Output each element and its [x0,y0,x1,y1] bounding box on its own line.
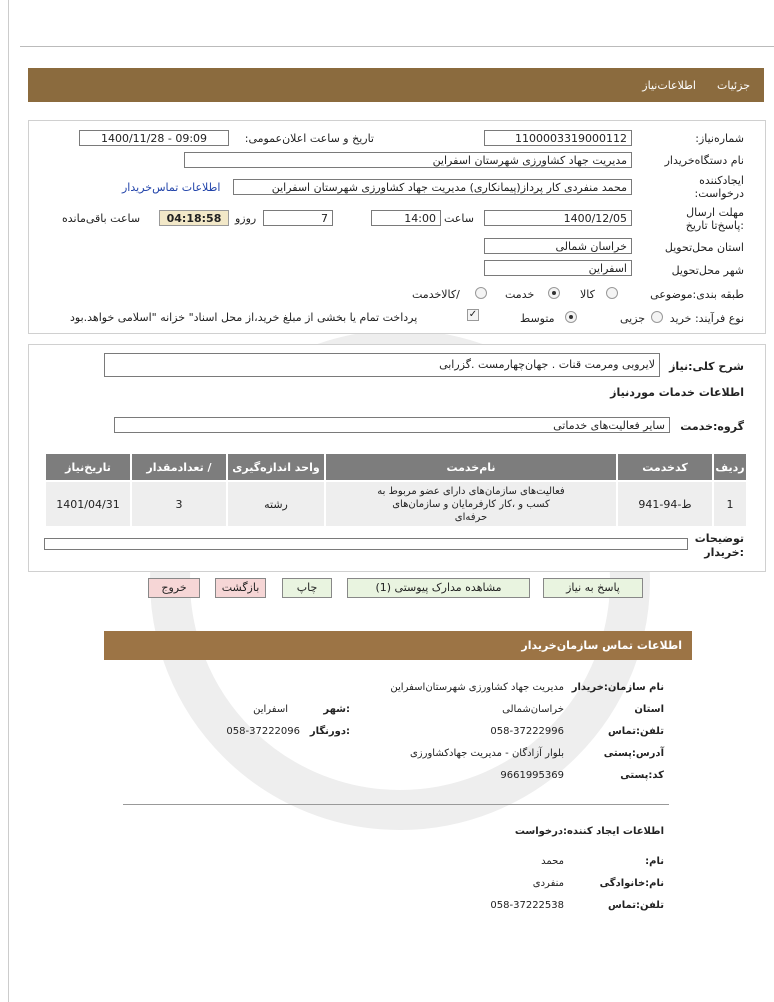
announce-label: تاریخ و ساعت اعلان‌عمومی: [244,132,374,145]
col-row: ردیف [713,453,747,481]
contact-divider [123,804,669,805]
remaining-label: ساعت باقی‌مانده [62,212,141,225]
org-label: نام سازمان:خریدار [571,682,664,693]
creator-phone-value: 058-37222538 [490,900,564,911]
name-value: محمد [541,856,564,867]
address-label: آدرس:پستی [603,748,664,759]
creator-field: محمد منفردی کار پرداز(پیمانکاری) مدیریت جهاد کشاورزی شهرستان اسفراین [233,179,632,195]
fax-value: 058-37222096 [226,726,300,737]
category-label: طبقه بندی‌:موضوعی [650,288,744,301]
services-title: اطلاعات خدمات موردنیاز [610,386,744,399]
category-goods-radio[interactable] [606,287,618,299]
print-button[interactable]: چاپ [282,578,332,598]
days-label: روزو [235,212,257,225]
creator-label: ایجادکننده درخواست: [694,174,744,200]
name-label: نام: [645,856,664,867]
cell-need-date: 1401/04/31 [45,481,131,527]
cell-row: 1 [713,481,747,527]
col-service-name: نام‌خدمت [325,453,617,481]
table-row [45,481,747,527]
attachments-button[interactable]: مشاهده مدارک پیوستی (1) [347,578,530,598]
category-goods-service-radio[interactable] [475,287,487,299]
fax-label: :دورنگار [309,726,350,737]
city-label: شهر محل‌تحویل [671,264,744,277]
reply-button[interactable]: پاسخ به نیاز [543,578,643,598]
need-desc-field: لایروبی ومرمت قنات . جهان‌چهارمست .گزرابی [104,353,660,377]
category-service-radio[interactable] [548,287,560,299]
service-group-field: سایر فعالیت‌های خدماتی [114,417,670,433]
need-desc-label: شرح کلی:نیاز [669,360,744,373]
services-table [44,452,748,528]
cell-quantity: 3 [131,481,227,527]
category-goods-service-label: /کالاخدمت [412,288,460,301]
province-label: استان محل‌تحویل [664,241,744,254]
deadline-date-field: 1400/12/05 [484,210,632,226]
tab-need-info[interactable]: اطلاعات‌نیاز [642,79,696,92]
category-service-label: خدمت [505,288,535,301]
buyer-org-field: مدیریت جهاد کشاورزی شهرستان اسفراین [184,152,632,168]
org-value: مدیریت جهاد کشاورزی شهرستان‌اسفراین [390,682,564,693]
buyer-notes-label: توضیحات :خریدار [694,532,744,559]
postal-label: کد:پستی [620,770,664,781]
phone-value: 058-37222996 [490,726,564,737]
process-medium-radio[interactable] [565,311,577,323]
postal-value: 9661995369 [500,770,564,781]
process-label: نوع فرآیند: خرید [669,312,744,325]
service-group-label: گروه:خدمت [680,420,744,433]
col-quantity: / تعدادمقدار [131,453,227,481]
process-minor-radio[interactable] [651,311,663,323]
creator-title: اطلاعات ایجاد کننده:درخواست [514,826,664,837]
need-number-field: 1100003319000112 [484,130,632,146]
buyer-contact-link[interactable]: اطلاعات تماس‌خریدار [122,181,221,194]
province-contact-label: استان [634,704,664,715]
process-medium-label: متوسط [520,312,555,325]
address-value: بلوار آزادگان - مدیریت جهادکشاورزی [409,748,564,759]
family-label: نام:خانوادگی [599,878,664,889]
city-field: اسفراین [484,260,632,276]
payment-note: پرداخت تمام یا بخشی از مبلغ خرید،از محل اسناد" خزانه "اسلامی خواهد.بود [70,311,418,324]
province-contact-value: خراسان‌شمالی [502,704,564,715]
days-field: 7 [263,210,333,226]
tab-details[interactable]: جزئیات [717,79,750,92]
announce-field: 1400/11/28 - 09:09 [79,130,229,146]
need-number-label: شماره‌نیاز: [695,132,744,145]
province-field: خراسان شمالی [484,238,632,254]
city-contact-value: اسفراین [253,704,288,715]
deadline-label: مهلت ارسال :پاسخ‌تا تاریخ [685,206,744,232]
deadline-time-label: ساعت [444,212,474,225]
cell-unit: رشته [227,481,325,527]
back-button[interactable]: بازگشت [215,578,266,598]
col-service-code: کدخدمت [617,453,713,481]
page-left-border [8,0,9,1002]
contact-title: اطلاعات تماس سازمان‌خریدار [521,639,682,652]
details-header [28,68,764,102]
col-need-date: تاریخ‌نیاز [45,453,131,481]
contact-header [104,631,692,660]
page-top-divider [20,46,774,47]
phone-label: تلفن:تماس [607,726,664,737]
city-contact-label: :شهر [323,704,350,715]
exit-button[interactable]: خروج [148,578,200,598]
buyer-notes-field [44,538,688,550]
cell-service-code: ط-94-941 [617,481,713,527]
process-minor-label: جزیی [620,312,646,325]
deadline-time-field: 14:00 [371,210,441,226]
col-unit: واحد اندازه‌گیری [227,453,325,481]
family-value: منفردی [532,878,564,889]
table-header-row [45,453,747,481]
remaining-timer: 04:18:58 [159,210,229,226]
buyer-org-label: نام دستگاه‌خریدار [664,154,744,167]
cell-service-name: فعالیت‌های سازمان‌های دارای عضو مربوط به کسب و ،کار کارفرمایان و سازمان‌های حرفه‌ای [325,481,617,527]
category-goods-label: کالا [580,288,595,301]
treasury-checkbox[interactable]: ✓ [468,309,478,320]
creator-phone-label: تلفن:تماس [607,900,664,911]
